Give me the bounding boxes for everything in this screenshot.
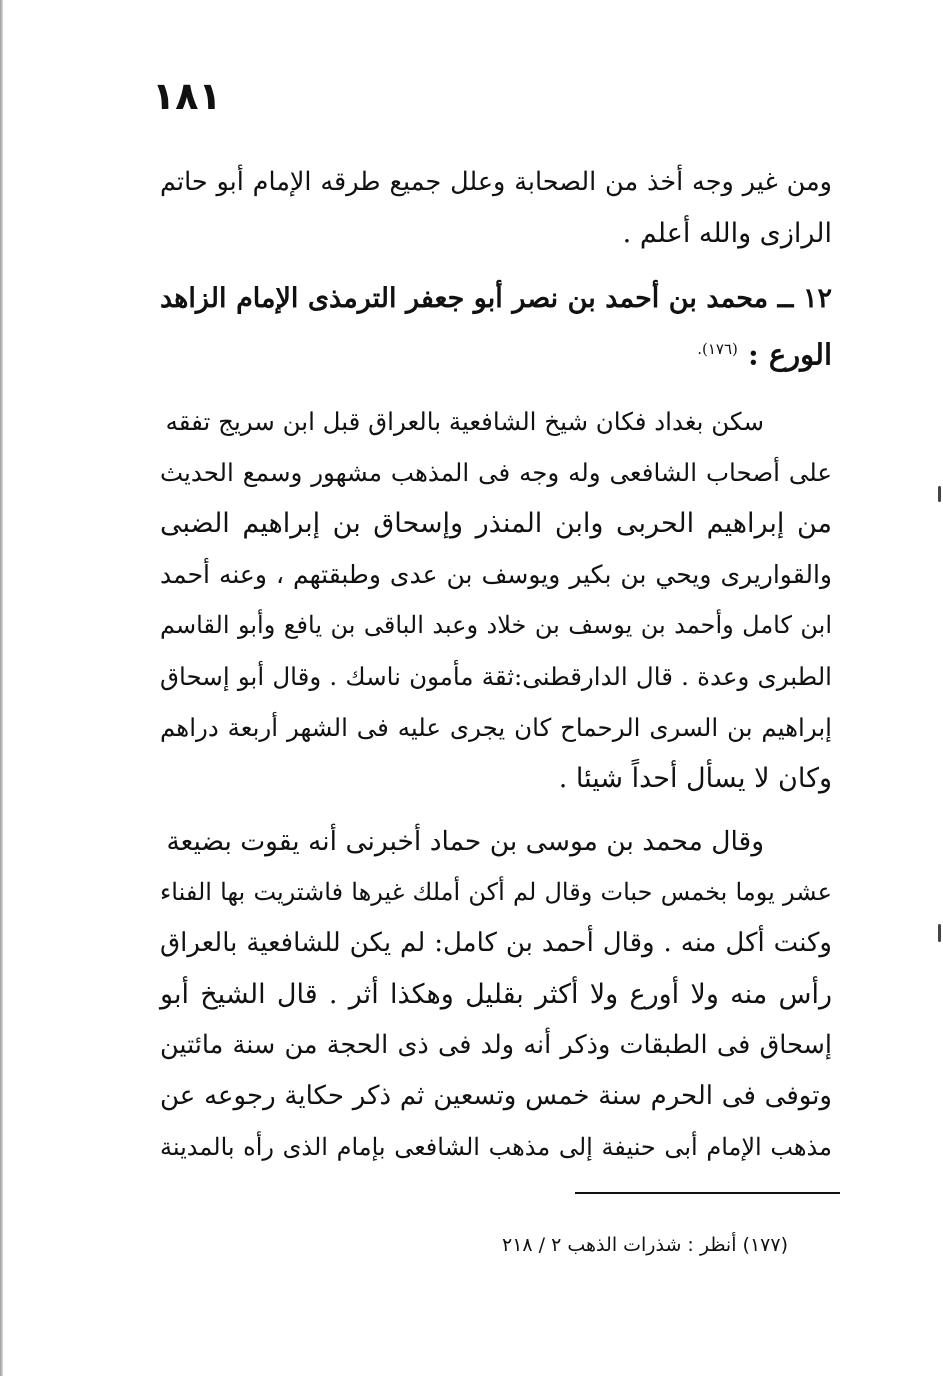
text-line: والقواريرى ويحي بن بكير ويوسف بن عدى وطبقتهم ، وعنه أحمد — [160, 560, 832, 589]
scan-left-edge — [0, 0, 3, 1376]
text-line: الطبرى وعدة . قال الدارقطنى:ثقة مأمون ناسك . وقال أبو إسحاق — [160, 662, 832, 691]
entry-heading — [160, 273, 832, 375]
text-line: ابن كامل وأحمد بن يوسف بن خلاد وعبد الباقى بن يافع وأبو القاسم — [160, 611, 832, 639]
text-line: وكان لا يسأل أحداً شيئا . — [558, 763, 832, 794]
footnote-divider — [575, 1192, 840, 1194]
text-line: إسحاق فى الطبقات وذكر أنه ولد فى ذى الحجة من سنة مائتين — [160, 1030, 832, 1060]
scan-mark — [938, 924, 941, 942]
heading-line-text: الورع : — [748, 337, 832, 372]
text-line: ومن غير وجه أخذ من الصحابة وعلل جميع طرقه الإمام أبو حاتم — [160, 167, 832, 197]
text-line: الرازى والله أعلم . — [622, 218, 832, 249]
footnote: (١٧٧) أنظر : شذرات الذهب ٢ / ٢١٨ — [502, 1234, 788, 1256]
text-line: على أصحاب الشافعى وله وجه فى المذهب مشهور وسمع الحديث — [160, 458, 832, 487]
text-line: مذهب الإمام أبى حنيفة إلى مذهب الشافعى بإمام الذى رأه بالمدينة — [160, 1133, 832, 1161]
heading-line: ١٢ ــ محمد بن أحمد بن نصر أبو جعفر الترمذى الإمام الزاهد — [160, 283, 832, 314]
footnote-reference: (١٧٦). — [697, 340, 738, 358]
text-line: وقال محمد بن موسى بن حماد أخبرنى أنه يقوت بضيعة — [166, 826, 764, 857]
text-line: وتوفى فى الحرم سنة خمس وتسعين ثم ذكر حكاية رجوعه عن — [160, 1081, 832, 1111]
text-line: من إبراهيم الحربى وابن المنذر وإسحاق بن إبراهيم الضبى — [160, 508, 832, 539]
text-line: وكنت أكل منه . وقال أحمد بن كامل: لم يكن للشافعية بالعراق — [160, 928, 832, 958]
paragraph-2 — [160, 816, 832, 1173]
text-line: عشر يوما بخمس حبات وقال لم أكن أملك غيرها فاشتريت بها الفناء — [160, 878, 832, 906]
continuation-text — [160, 157, 832, 259]
scan-mark — [938, 486, 941, 502]
heading-line — [160, 324, 832, 375]
text-line: رأس منه ولا أورع ولا أكثر بقليل وهكذا أثر . قال الشيخ أبو — [160, 979, 832, 1010]
text-line: إبراهيم بن السرى الرحماح كان يجرى عليه فى الشهر أربعة دراهم — [160, 713, 832, 742]
paragraph-1 — [160, 396, 832, 804]
page-number: ١٨١ — [152, 74, 222, 118]
text-line: سكن بغداد فكان شيخ الشافعية بالعراق قبل ابن سريج تفقه — [165, 407, 764, 436]
